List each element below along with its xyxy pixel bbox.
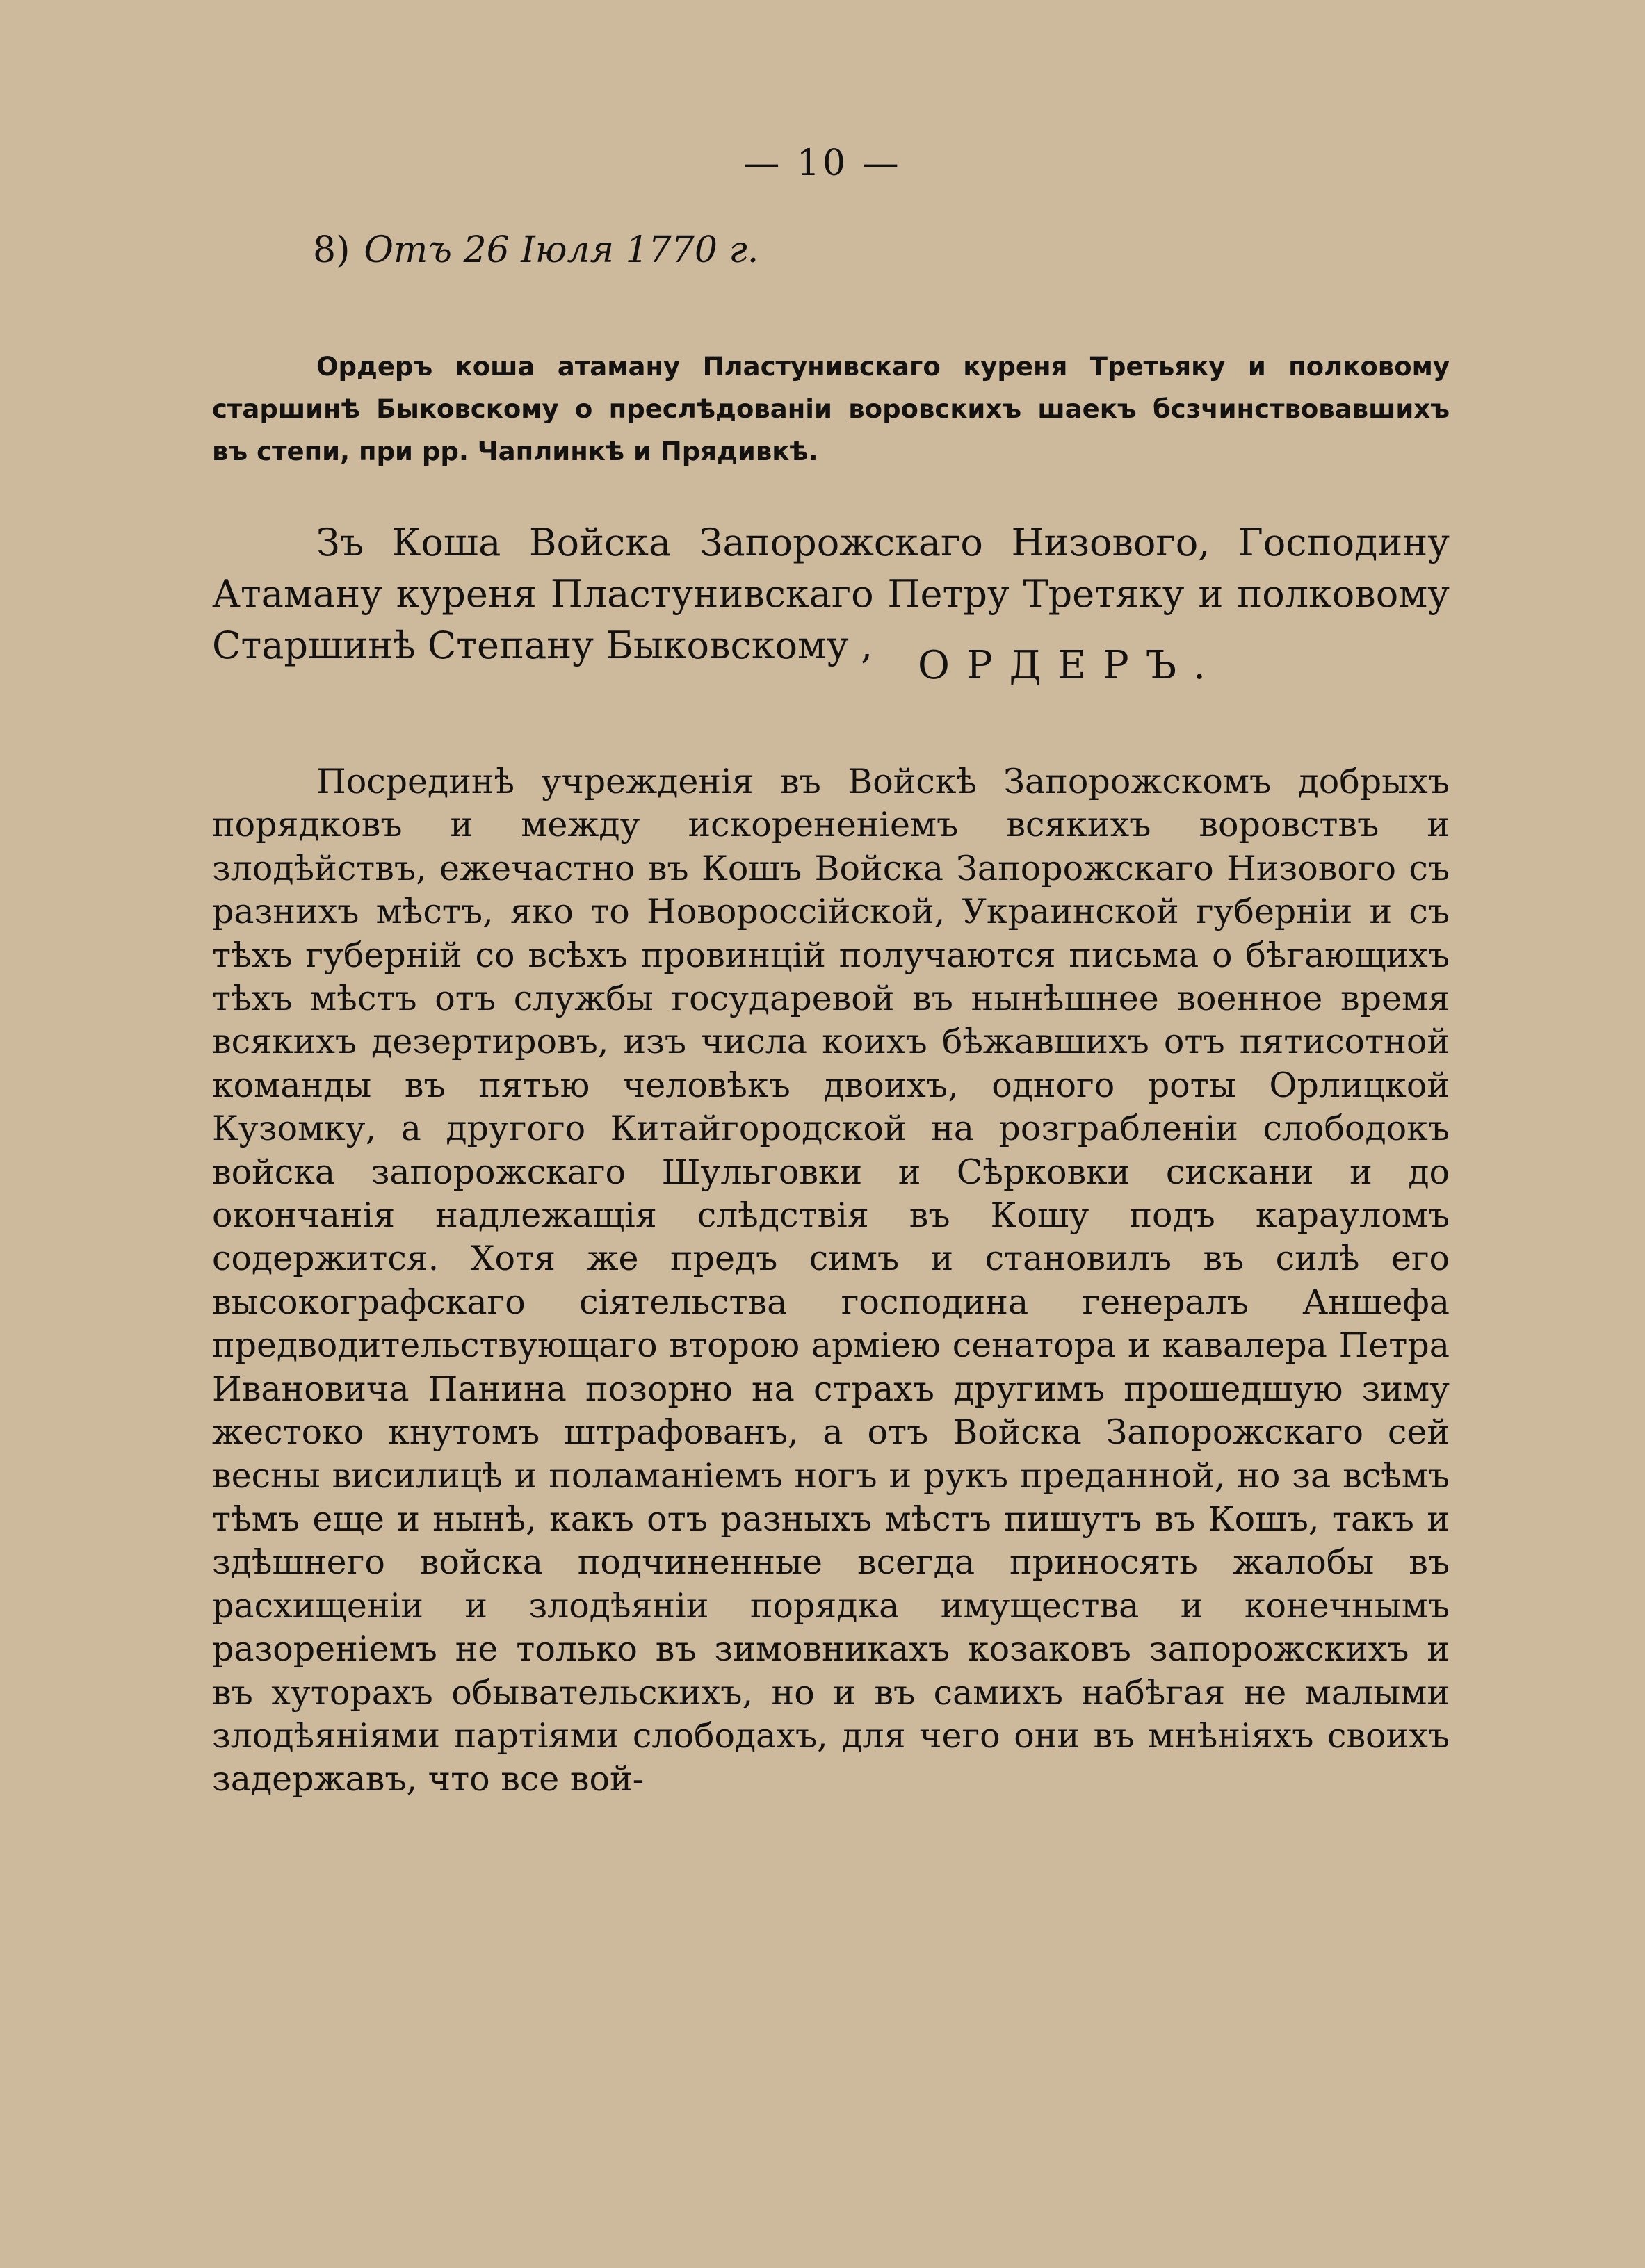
page-number: — 10 — bbox=[743, 142, 902, 184]
address-paragraph: Зъ Коша Войска Запорожскаго Низового, Господину Атаману куреня Пластунивскаго Петру Третяку и полковому Старшинѣ Степану Быковскому , bbox=[212, 521, 1450, 667]
document-date: Отъ 26 Іюля 1770 г. bbox=[364, 229, 759, 271]
body-paragraph: Посрединѣ учрежденія въ Войскѣ Запорожскомъ добрыхъ порядковъ и между искорененіемъ всякихъ воровствъ и злодѣйствъ, ежечастно въ Кошъ Войска Запорожскаго Низового съ разнихъ мѣстъ, яко то Новороссійской, Украинской губерніи и съ тѣхъ губерній со всѣхъ провинцій получаются письма о бѣгающихъ тѣхъ мѣстъ отъ службы государевой въ нынѣшнее военное время всякихъ дезертировъ, изъ числа коихъ бѣжавшихъ отъ пятисотной команды въ пятью человѣкъ двоихъ, одного роты Орлицкой Кузомку, а другого Китайгородской на розграбленіи слободокъ войска запорожскаго Шульговки и Сѣрковки сискани и до окончанія надлежащія слѣдствія въ Кошу подъ карауломъ содержится. Хотя же предъ симъ и становилъ въ силѣ его высокографскаго сіятельства господина генералъ Аншефа предводительствующаго второю арміею сенатора и кавалера Петра Ивановича Панина позорно на страхъ другимъ прошедшую зиму жестоко кнутомъ штрафованъ, а отъ Войска Запорожскаго сей весны висилицѣ и поламаніемъ ногъ и рукъ преданной, но за всѣмъ тѣмъ еще и нынѣ, какъ отъ разныхъ мѣстъ пишутъ въ Кошъ, такъ и здѣшнего войска подчиненные всегда приносять жалобы въ расхищеніи и злодѣяніи порядка имущества и конечнымъ разореніемъ не только въ зимовникахъ козаковъ запорожскихъ и въ хуторахъ обывательскихъ, но и въ самихъ набѣгая не малыми злодѣяніями партіями слободахъ, для чего они въ мнѣніяхъ своихъ задержавъ, что все вой- bbox=[212, 762, 1450, 1800]
document-title: ОРДЕРЪ. bbox=[918, 643, 1222, 688]
document-number: 8) bbox=[313, 229, 350, 271]
document-summary: Ордеръ коша атаману Пластунивскаго куреня Третьяку и полковому старшинѣ Быковскому о преслѣдованіи воровскихъ шаекъ бсзчинствовавшихъ въ степи, при рр. Чаплинкѣ и Прядивкѣ. bbox=[212, 352, 1450, 466]
date-line bbox=[313, 229, 759, 271]
